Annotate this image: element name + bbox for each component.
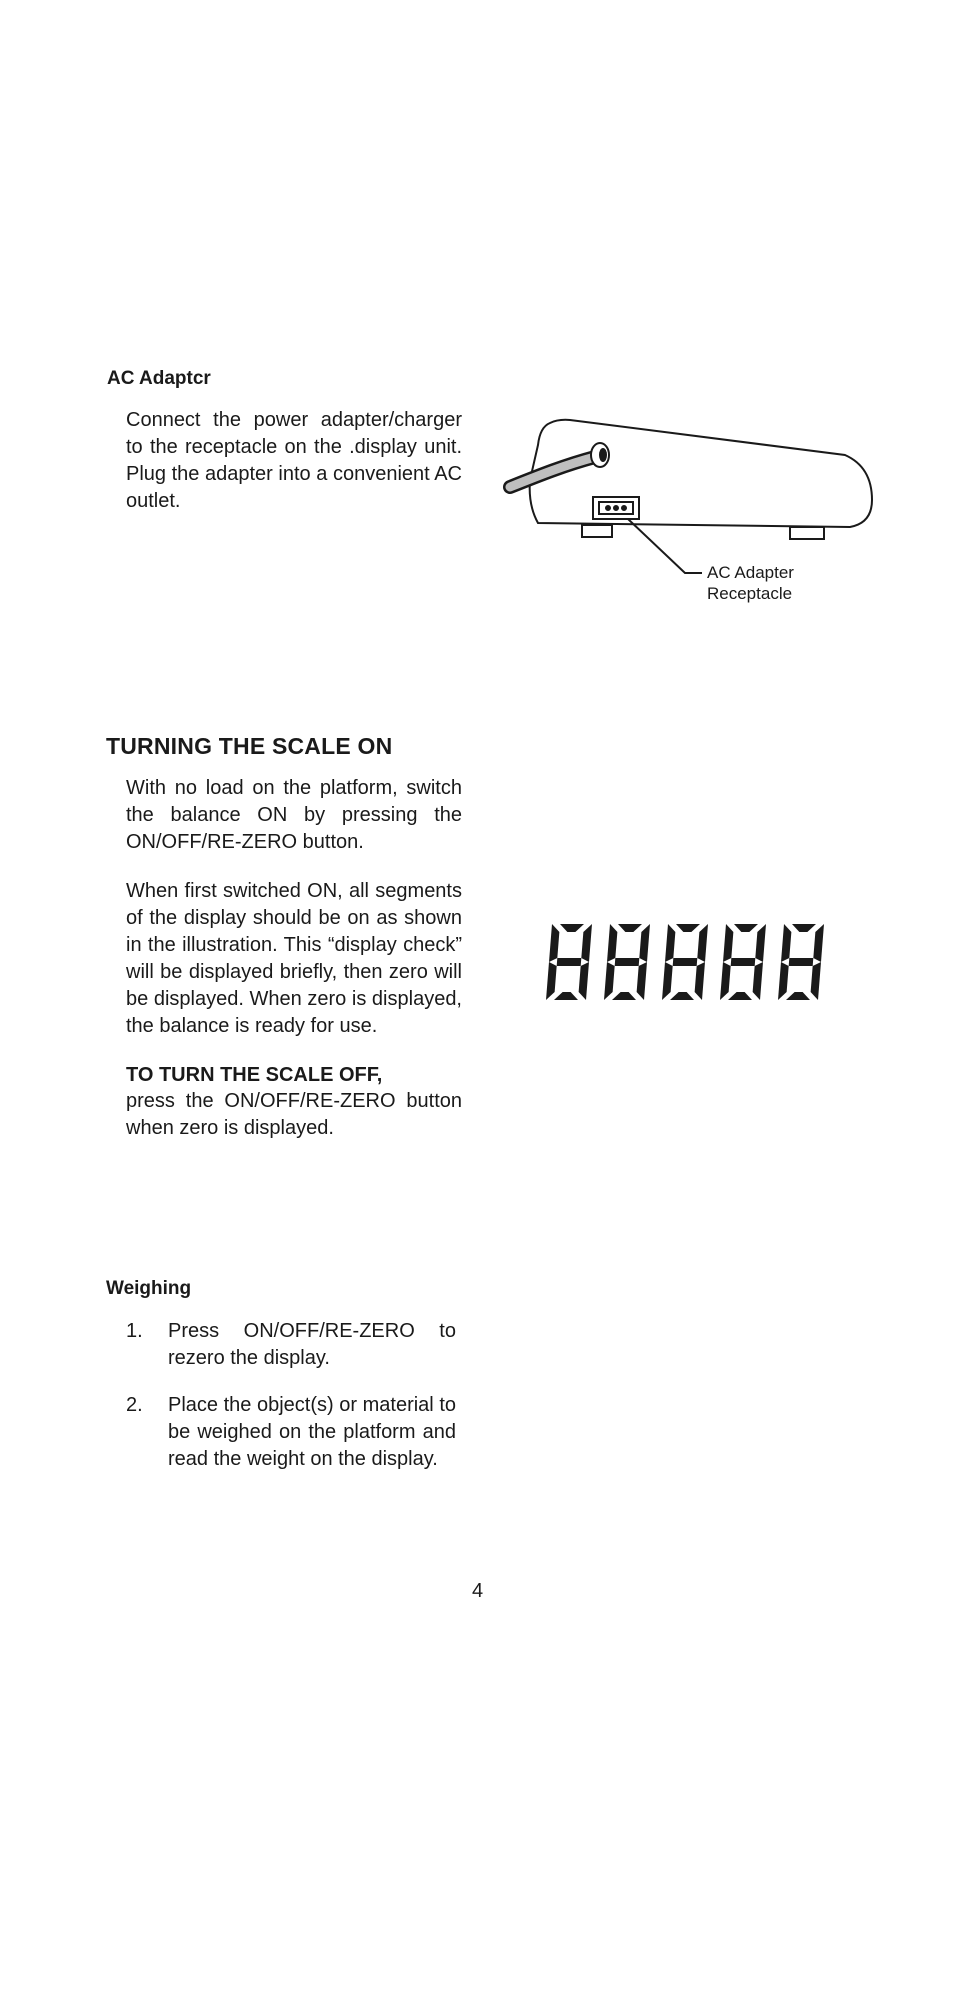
display-segment xyxy=(560,924,584,932)
display-segment xyxy=(676,924,700,932)
weighing-step xyxy=(126,1392,456,1473)
display-segment xyxy=(615,958,640,966)
weighing-step xyxy=(126,1318,456,1372)
display-segment xyxy=(604,962,615,1000)
display-segment xyxy=(612,992,636,1000)
display-segment xyxy=(579,962,589,1000)
display-segment xyxy=(637,962,647,1000)
receptacle-caption-line2: Receptacle xyxy=(707,584,793,603)
display-segment xyxy=(811,962,821,1000)
display-segment xyxy=(673,958,698,966)
turn-off-text: press the ON/OFF/RE-ZERO button when zero is displayed. xyxy=(126,1090,462,1139)
display-segment xyxy=(618,924,642,932)
display-segment xyxy=(607,924,617,962)
weighing-steps xyxy=(126,1318,456,1493)
turn-off-heading: TO TURN THE SCALE OFF, xyxy=(126,1064,383,1086)
turning-on-para2: When first switched ON, all segments of the display should be on as shown in the illustration. This “display check” will be displayed briefly, then zero will be displayed. When zero is displayed, the balance is ready for use. xyxy=(126,880,462,1037)
display-segment xyxy=(554,992,578,1000)
display-segment xyxy=(753,962,763,1000)
display-segment xyxy=(662,962,673,1000)
display-segment xyxy=(755,924,766,962)
display-segment xyxy=(723,924,733,962)
display-digit xyxy=(546,924,592,1000)
step-number: 2. xyxy=(126,1394,143,1416)
turning-on-body xyxy=(126,775,462,1142)
scale-side-illustration xyxy=(510,405,880,585)
display-segment xyxy=(549,924,559,962)
display-segment xyxy=(731,958,756,966)
display-segment xyxy=(581,924,592,962)
page-number: 4 xyxy=(472,1580,484,1602)
display-segment xyxy=(728,992,752,1000)
display-digit xyxy=(662,924,708,1000)
step-text: Press ON/OFF/RE-ZERO to rezero the display. xyxy=(168,1320,456,1369)
display-check-illustration xyxy=(538,920,828,1010)
weighing-heading: Weighing xyxy=(106,1278,192,1299)
ac-adapter-heading: AC Adaptcr xyxy=(107,368,211,389)
receptacle-caption-line1: AC Adapter xyxy=(707,563,794,582)
display-segment xyxy=(557,958,582,966)
display-segment xyxy=(789,958,814,966)
display-segment xyxy=(639,924,650,962)
display-segment xyxy=(778,962,789,1000)
display-digit xyxy=(604,924,650,1000)
display-digit xyxy=(778,924,824,1000)
display-segment xyxy=(720,962,731,1000)
display-segment xyxy=(734,924,758,932)
display-segment xyxy=(665,924,675,962)
turning-on-para1: With no load on the platform, switch the balance ON by pressing the ON/OFF/RE-ZERO button. xyxy=(126,777,462,853)
display-segment xyxy=(786,992,810,1000)
display-segment xyxy=(697,924,708,962)
step-number: 1. xyxy=(126,1320,143,1342)
step-text: Place the object(s) or material to be weighed on the platform and read the weight on the display. xyxy=(168,1394,456,1470)
display-segment xyxy=(695,962,705,1000)
display-segment xyxy=(813,924,824,962)
ac-adapter-text: Connect the power adapter/charger to the receptacle on the .display unit. Plug the adapter into a convenient AC outlet. xyxy=(126,409,462,512)
display-segment xyxy=(792,924,816,932)
display-segment xyxy=(670,992,694,1000)
display-segment xyxy=(546,962,557,1000)
turning-on-heading: TURNING THE SCALE ON xyxy=(106,733,393,759)
display-digit xyxy=(720,924,766,1000)
display-segment xyxy=(781,924,791,962)
adapter-cable-icon xyxy=(510,443,609,487)
